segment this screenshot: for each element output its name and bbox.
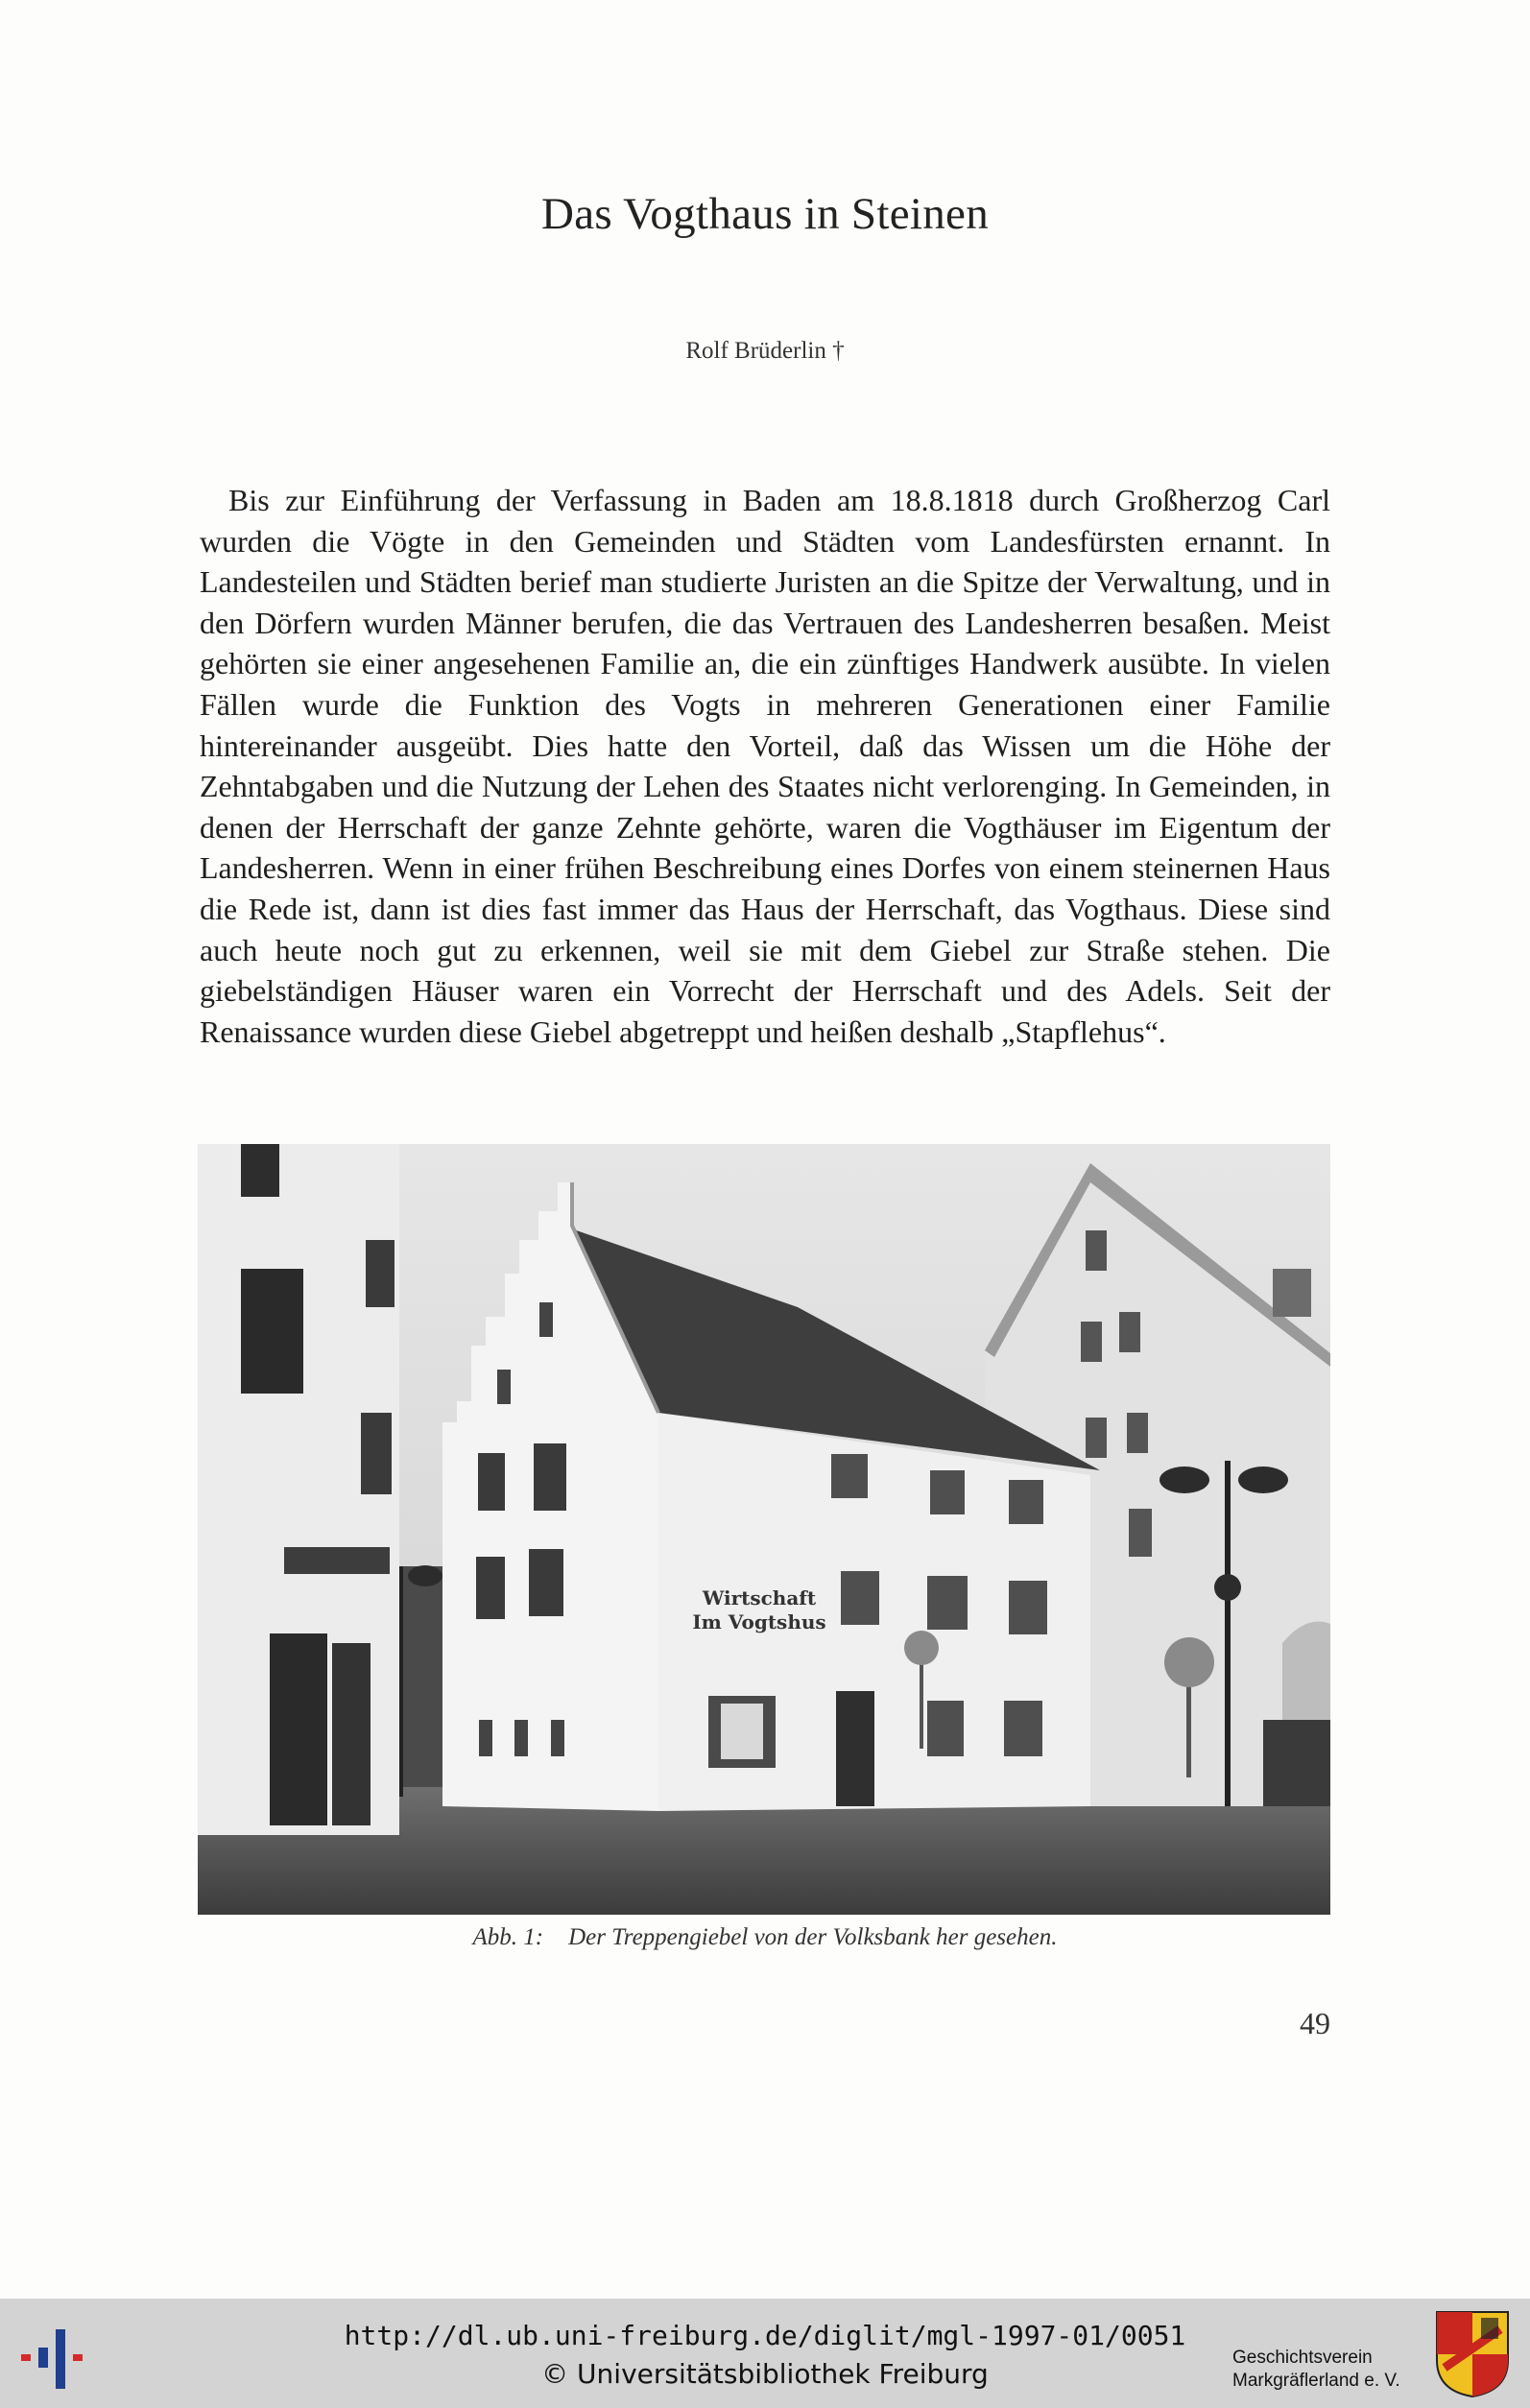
society-name-line1: Geschichtsverein	[1232, 2348, 1373, 2368]
left-building	[198, 1144, 399, 1835]
figure-photo	[198, 1144, 1330, 1915]
author-name: Rolf Brüderlin †	[685, 338, 845, 364]
page-title: Das Vogthaus in Steinen	[540, 189, 990, 239]
figure-caption	[0, 1924, 1530, 1951]
footer-bar	[0, 2299, 1530, 2408]
society-crest-icon	[1435, 2310, 1510, 2398]
caption-label: Abb. 1:	[472, 1924, 544, 1950]
footer-url-link[interactable]: http://dl.ub.uni-freiburg.de/diglit/mgl-1997-01/0051	[344, 2320, 1186, 2351]
page-number: 49	[1300, 2006, 1330, 2040]
caption-text: Der Treppengiebel von der Volksbank her gesehen.	[568, 1924, 1058, 1950]
society-name-line2: Markgräflerland e. V.	[1232, 2371, 1400, 2391]
society-name	[1232, 2347, 1415, 2393]
inn-sign-line1: Wirtschaft	[702, 1586, 817, 1609]
footer-copyright: © Universitätsbibliothek Freiburg	[541, 2358, 989, 2390]
inn-sign-line2: Im Vogtshus	[692, 1610, 826, 1633]
body-paragraph: Bis zur Einführung der Verfassung in Baden am 18.8.1818 durch Großherzog Carl wurden die Vögte in den Gemeinden und Städten vom Landesfürsten ernannt. In Landesteilen und Städten berief man studierte Juristen an die Spitze der Verwaltung, und in den Dörfern wurden Männer berufen, die das Vertrauen des Landesherren besaßen. Meist gehörten sie einer angesehenen Familie an, die ein zünftiges Handwerk ausübte. In vielen Fällen wurde die Funktion des Vogts in mehreren Generationen einer Familie hintereinander ausgeübt. Dies hatte den Vorteil, daß das Wissen um die Höhe der Zehntabgaben und die Nutzung der Lehen des Staates nicht verlorenging. In Gemeinden, in denen der Herrschaft der ganze Zehnte gehörte, waren die Vogthäuser im Eigentum der Landesherren. Wenn in einer frühen Beschreibung eines Dorfes von einem steinernen Haus die Rede ist, dann ist dies fast immer das Haus der Herrschaft, das Vogthaus. Diese sind auch heute noch gut zu erkennen, weil sie mit dem Giebel zur Straße stehen. Die giebelständigen Häuser waren ein Vorrecht der Herrschaft und des Adels. Seit der Renaissance wurden diese Giebel abgetreppt und heißen deshalb „Stapflehus“.	[200, 483, 1330, 1049]
